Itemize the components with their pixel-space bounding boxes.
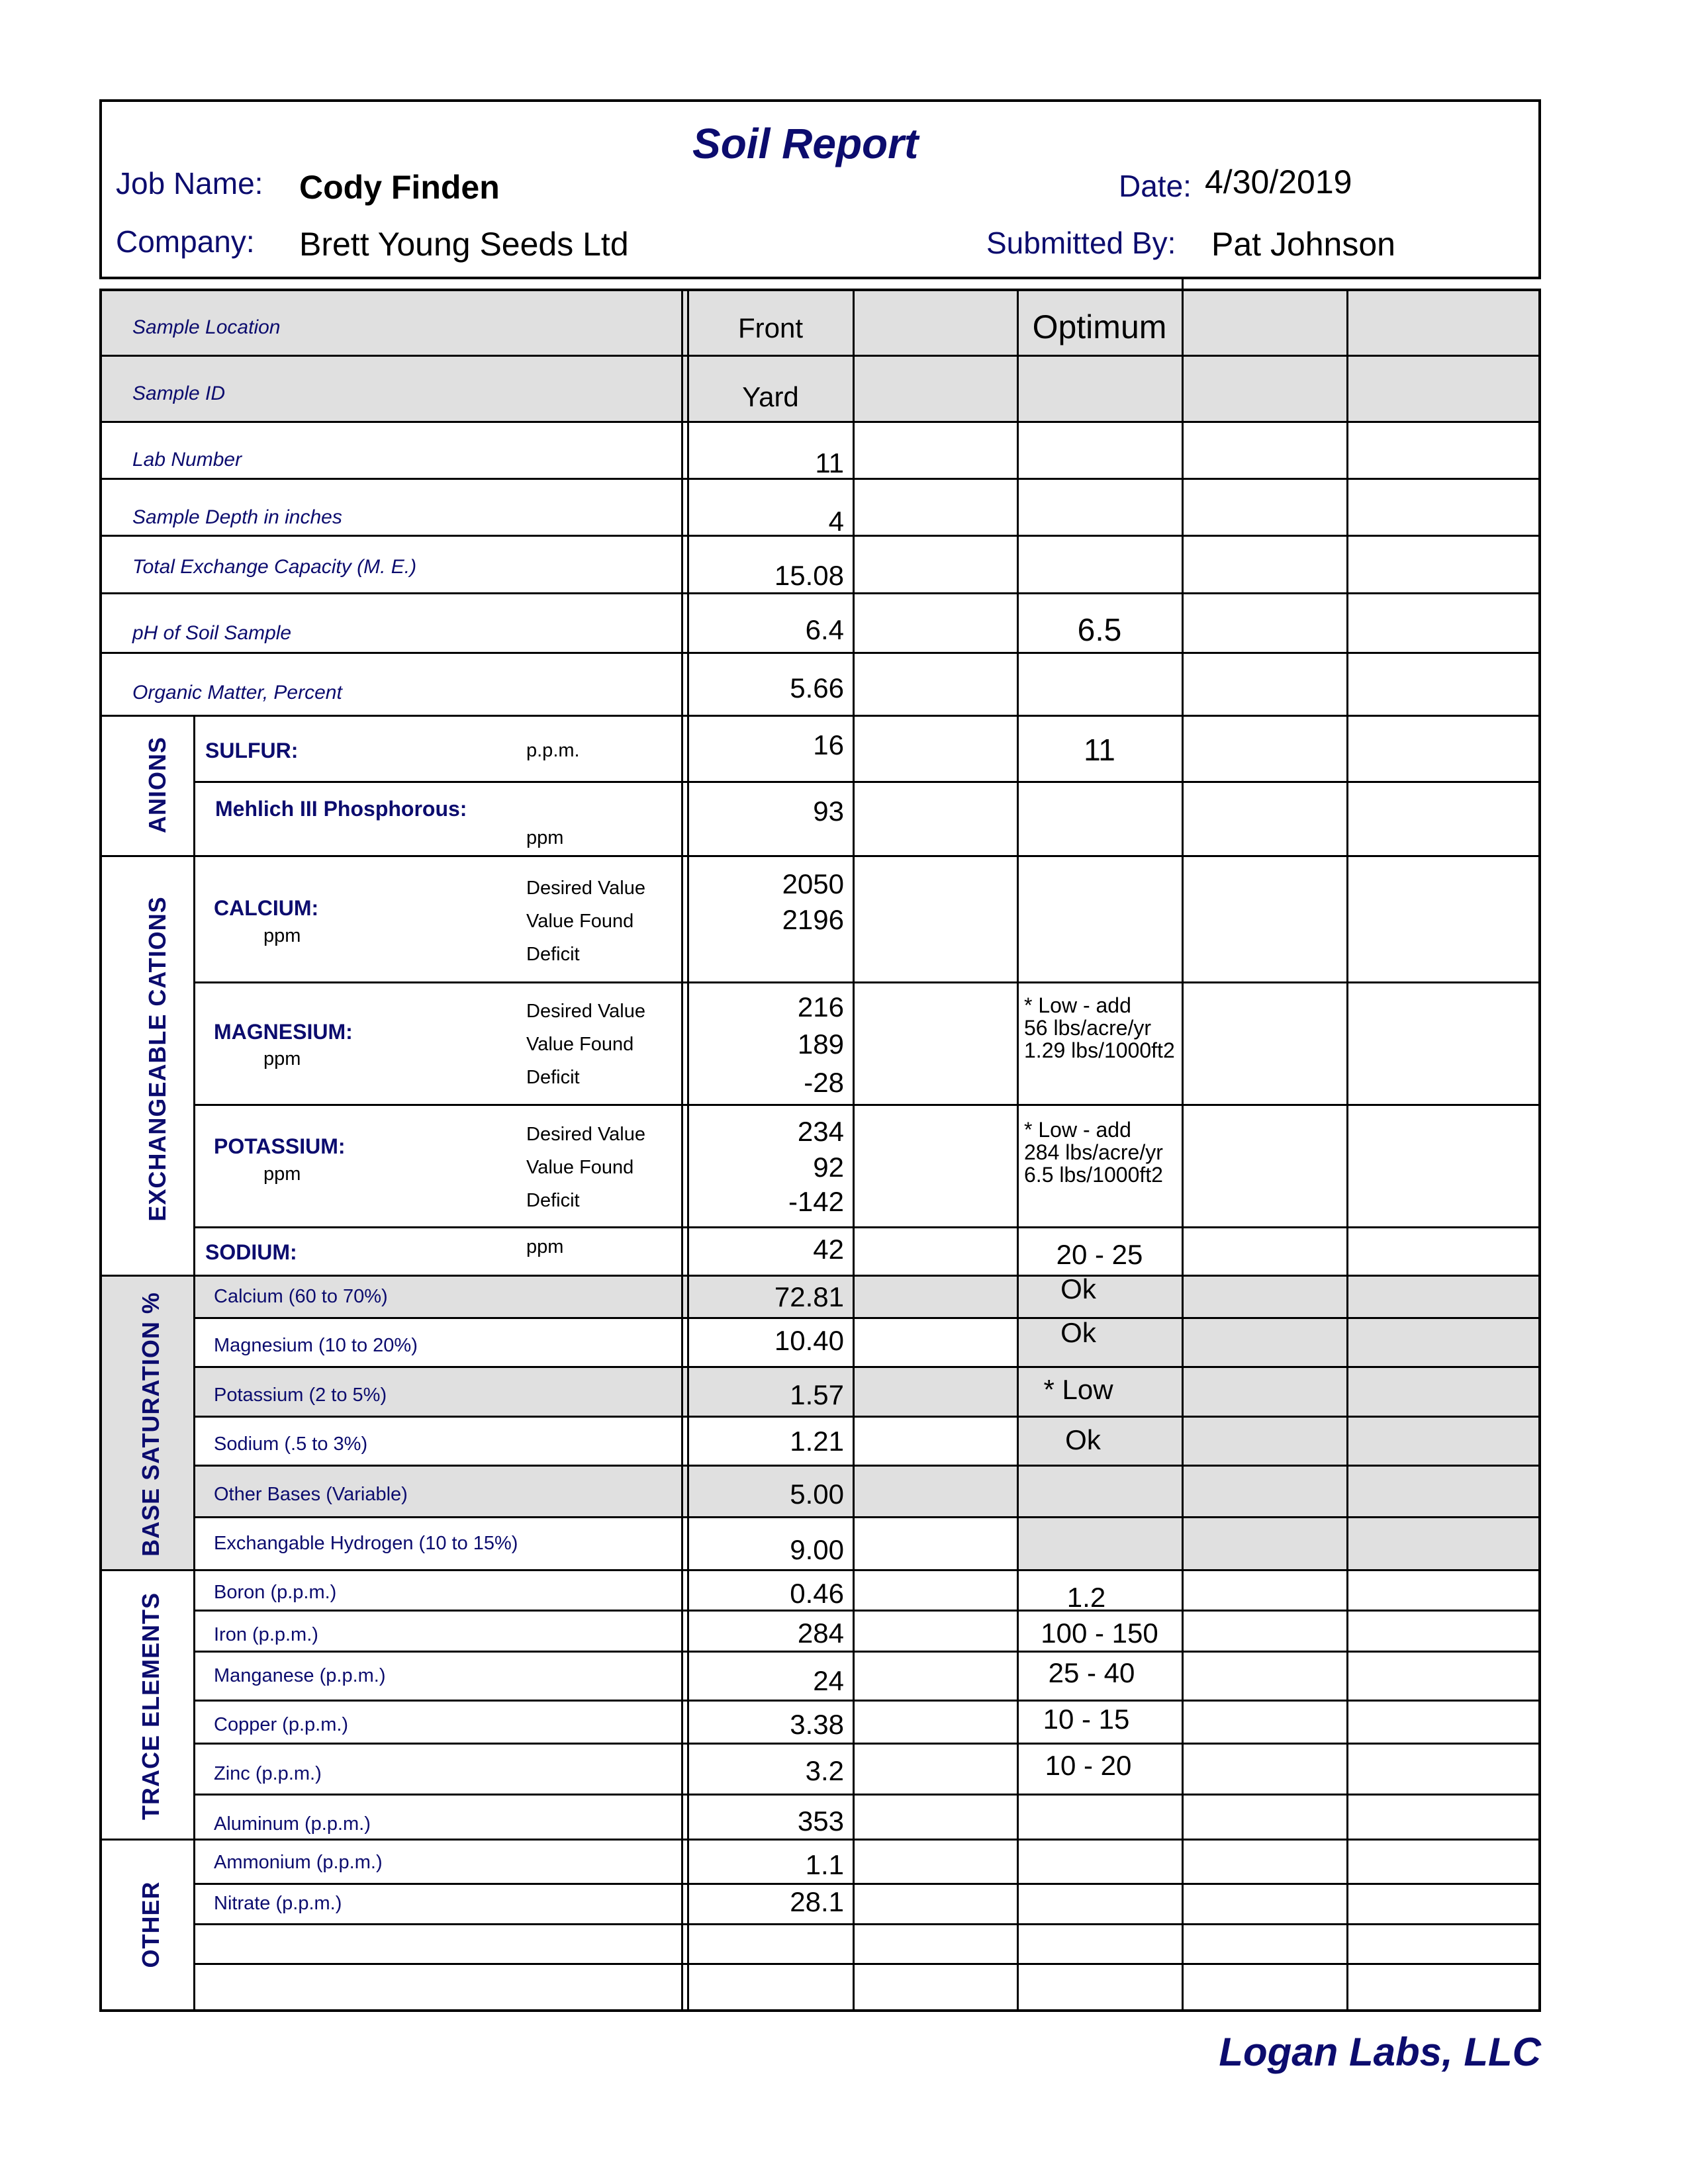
grid-line — [99, 1569, 1540, 1571]
sulfur-optimum: 11 — [1084, 733, 1115, 767]
grid-line — [193, 1516, 1540, 1518]
job-name-value: Cody Finden — [299, 169, 500, 206]
base-sat-front: 1.57 — [790, 1379, 844, 1410]
other-front: 1.1 — [805, 1849, 844, 1880]
grid-line — [193, 781, 1540, 783]
optimum-column-header: Optimum — [1032, 308, 1167, 345]
submitted-by-label: Submitted By: — [986, 226, 1176, 260]
magnesium-label: MAGNESIUM: — [214, 1020, 353, 1044]
base-sat-front: 9.00 — [790, 1534, 844, 1565]
base-sat-front: 72.81 — [774, 1281, 844, 1312]
grid-line — [193, 1610, 1540, 1612]
potassium-label: POTASSIUM: — [214, 1134, 346, 1158]
sample-depth-front: 4 — [828, 506, 844, 537]
section-trace-elements: TRACE ELEMENTS — [137, 1592, 164, 1821]
potassium-deficit-label: Deficit — [526, 1190, 580, 1211]
calcium-deficit-label: Deficit — [526, 944, 580, 965]
trace-label: Copper (p.p.m.) — [214, 1714, 349, 1735]
grid-line — [193, 1700, 1540, 1702]
base-sat-front: 5.00 — [790, 1479, 844, 1510]
date-label: Date: — [1119, 169, 1192, 203]
base-sat-label: Sodium (.5 to 3%) — [214, 1433, 368, 1455]
sulfur-front: 16 — [813, 729, 844, 760]
grid-line — [99, 1275, 1540, 1277]
tec-front: 15.08 — [774, 560, 844, 591]
potassium-desired-label: Desired Value — [526, 1124, 646, 1145]
grid-line — [1538, 289, 1541, 2012]
magnesium-unit: ppm — [263, 1048, 301, 1069]
potassium-optimum-note: * Low - add 284 lbs/acre/yr 6.5 lbs/1000ft2 — [1024, 1118, 1163, 1187]
lab-number-front: 11 — [815, 447, 844, 478]
sulfur-label: SULFUR: — [205, 739, 299, 762]
sample-location-label: Sample Location — [132, 316, 281, 338]
trace-label: Manganese (p.p.m.) — [214, 1665, 386, 1686]
phosphorous-unit: ppm — [526, 827, 564, 848]
base-sat-label: Exchangable Hydrogen (10 to 15%) — [214, 1533, 518, 1554]
trace-label: Zinc (p.p.m.) — [214, 1763, 322, 1784]
base-sat-optimum: Ok — [1060, 1317, 1096, 1348]
tec-label: Total Exchange Capacity (M. E.) — [132, 556, 417, 578]
trace-optimum: 10 - 15 — [1043, 1704, 1130, 1735]
trace-optimum: 1.2 — [1066, 1582, 1106, 1613]
sample-id-label: Sample ID — [132, 383, 226, 404]
grid-line — [193, 1743, 1540, 1745]
sample-location-front: Front — [737, 312, 804, 343]
grid-line — [99, 715, 1540, 717]
base-sat-label: Other Bases (Variable) — [214, 1484, 408, 1505]
calcium-found-label: Value Found — [526, 911, 634, 932]
magnesium-desired-label: Desired Value — [526, 1001, 646, 1022]
grid-line — [99, 855, 1540, 857]
ph-front: 6.4 — [805, 614, 844, 645]
grid-line — [853, 289, 855, 2011]
potassium-found-label: Value Found — [526, 1157, 634, 1178]
organic-matter-front: 5.66 — [790, 672, 844, 704]
date-value: 4/30/2019 — [1205, 163, 1352, 201]
grid-line — [193, 1226, 1540, 1228]
grid-line — [193, 1317, 1540, 1319]
grid-line — [681, 289, 683, 2011]
calcium-label: CALCIUM: — [214, 896, 319, 920]
lab-number-label: Lab Number — [132, 449, 242, 471]
phosphorous-front: 93 — [813, 796, 844, 827]
trace-optimum: 10 - 20 — [1045, 1750, 1132, 1781]
grid-line — [99, 421, 1540, 423]
grid-line — [193, 1883, 1540, 1885]
sodium-label: SODIUM: — [205, 1240, 297, 1264]
shaded-cell — [1017, 1516, 1540, 1569]
magnesium-desired-value: 216 — [797, 991, 844, 1023]
grid-line — [193, 1104, 1540, 1106]
other-label: Ammonium (p.p.m.) — [214, 1852, 383, 1873]
sulfur-unit: p.p.m. — [526, 740, 580, 761]
section-anions: ANIONS — [144, 736, 171, 834]
company-value: Brett Young Seeds Ltd — [299, 226, 629, 263]
trace-front: 3.38 — [790, 1709, 844, 1740]
trace-front: 353 — [797, 1805, 844, 1837]
ph-optimum: 6.5 — [1077, 613, 1122, 648]
grid-line — [193, 1416, 1540, 1418]
grid-line — [193, 1651, 1540, 1653]
ph-label: pH of Soil Sample — [132, 622, 292, 644]
section-base-saturation: BASE SATURATION % — [137, 1292, 164, 1557]
section-other: OTHER — [137, 1881, 164, 1968]
calcium-desired-value: 2050 — [782, 868, 844, 899]
grid-line — [193, 1794, 1540, 1796]
submitted-by-value: Pat Johnson — [1211, 226, 1395, 263]
grid-line — [99, 1839, 1540, 1841]
calcium-desired-label: Desired Value — [526, 878, 646, 899]
magnesium-optimum-note: * Low - add 56 lbs/acre/yr 1.29 lbs/1000ft2 — [1024, 993, 1175, 1062]
trace-front: 284 — [797, 1617, 844, 1649]
organic-matter-label: Organic Matter, Percent — [132, 682, 342, 704]
base-sat-optimum: Ok — [1060, 1273, 1096, 1304]
magnesium-found-label: Value Found — [526, 1034, 634, 1055]
report-title: Soil Report — [692, 120, 919, 167]
grid-line — [687, 289, 689, 2011]
grid-line — [1182, 278, 1184, 2011]
base-sat-front: 1.21 — [790, 1426, 844, 1457]
magnesium-deficit-label: Deficit — [526, 1067, 580, 1088]
sodium-optimum: 20 - 25 — [1056, 1239, 1143, 1270]
base-sat-front: 10.40 — [774, 1325, 844, 1356]
grid-line — [193, 1366, 1540, 1368]
potassium-unit: ppm — [263, 1163, 301, 1185]
potassium-deficit-value: -142 — [788, 1186, 844, 1217]
trace-front: 3.2 — [805, 1755, 844, 1786]
lab-name-footer: Logan Labs, LLC — [1219, 2030, 1541, 2074]
calcium-unit: ppm — [263, 925, 301, 946]
base-sat-label: Potassium (2 to 5%) — [214, 1385, 387, 1406]
shaded-row — [193, 1367, 1540, 1416]
other-label: Nitrate (p.p.m.) — [214, 1893, 342, 1914]
section-exchangeable-cations: EXCHANGEABLE CATIONS — [144, 896, 171, 1222]
base-sat-optimum: Ok — [1065, 1424, 1101, 1455]
grid-line — [99, 592, 1540, 594]
potassium-found-value: 92 — [813, 1152, 844, 1183]
magnesium-found-value: 189 — [797, 1028, 844, 1060]
trace-front: 24 — [813, 1665, 844, 1696]
sample-depth-label: Sample Depth in inches — [132, 506, 342, 528]
grid-line — [193, 1923, 1540, 1925]
base-sat-optimum: * Low — [1043, 1374, 1113, 1405]
grid-line — [193, 1963, 1540, 1965]
trace-label: Aluminum (p.p.m.) — [214, 1813, 371, 1835]
sample-id-front: Yard — [742, 381, 799, 412]
base-sat-label: Calcium (60 to 70%) — [214, 1286, 388, 1307]
grid-line — [99, 355, 1540, 357]
grid-line — [193, 1465, 1540, 1467]
calcium-found-value: 2196 — [782, 904, 844, 935]
grid-line — [193, 715, 195, 2011]
grid-line — [99, 289, 102, 2012]
trace-optimum: 100 - 150 — [1041, 1617, 1158, 1649]
job-name-label: Job Name: — [116, 166, 263, 201]
other-front: 28.1 — [790, 1886, 844, 1917]
base-sat-label: Magnesium (10 to 20%) — [214, 1335, 418, 1356]
magnesium-deficit-value: -28 — [804, 1067, 844, 1098]
trace-optimum: 25 - 40 — [1048, 1657, 1135, 1688]
grid-line — [99, 289, 1541, 291]
shaded-row — [193, 1276, 1540, 1317]
sodium-front: 42 — [813, 1234, 844, 1265]
trace-front: 0.46 — [790, 1578, 844, 1609]
grid-line — [193, 981, 1540, 983]
grid-line — [99, 652, 1540, 654]
sodium-unit: ppm — [526, 1236, 564, 1257]
phosphorous-label: Mehlich III Phosphorous: — [215, 797, 467, 821]
company-label: Company: — [116, 224, 255, 259]
grid-line — [99, 2009, 1541, 2012]
potassium-desired-value: 234 — [797, 1116, 844, 1147]
trace-label: Boron (p.p.m.) — [214, 1582, 337, 1603]
grid-line — [1346, 289, 1348, 2011]
trace-label: Iron (p.p.m.) — [214, 1624, 318, 1645]
